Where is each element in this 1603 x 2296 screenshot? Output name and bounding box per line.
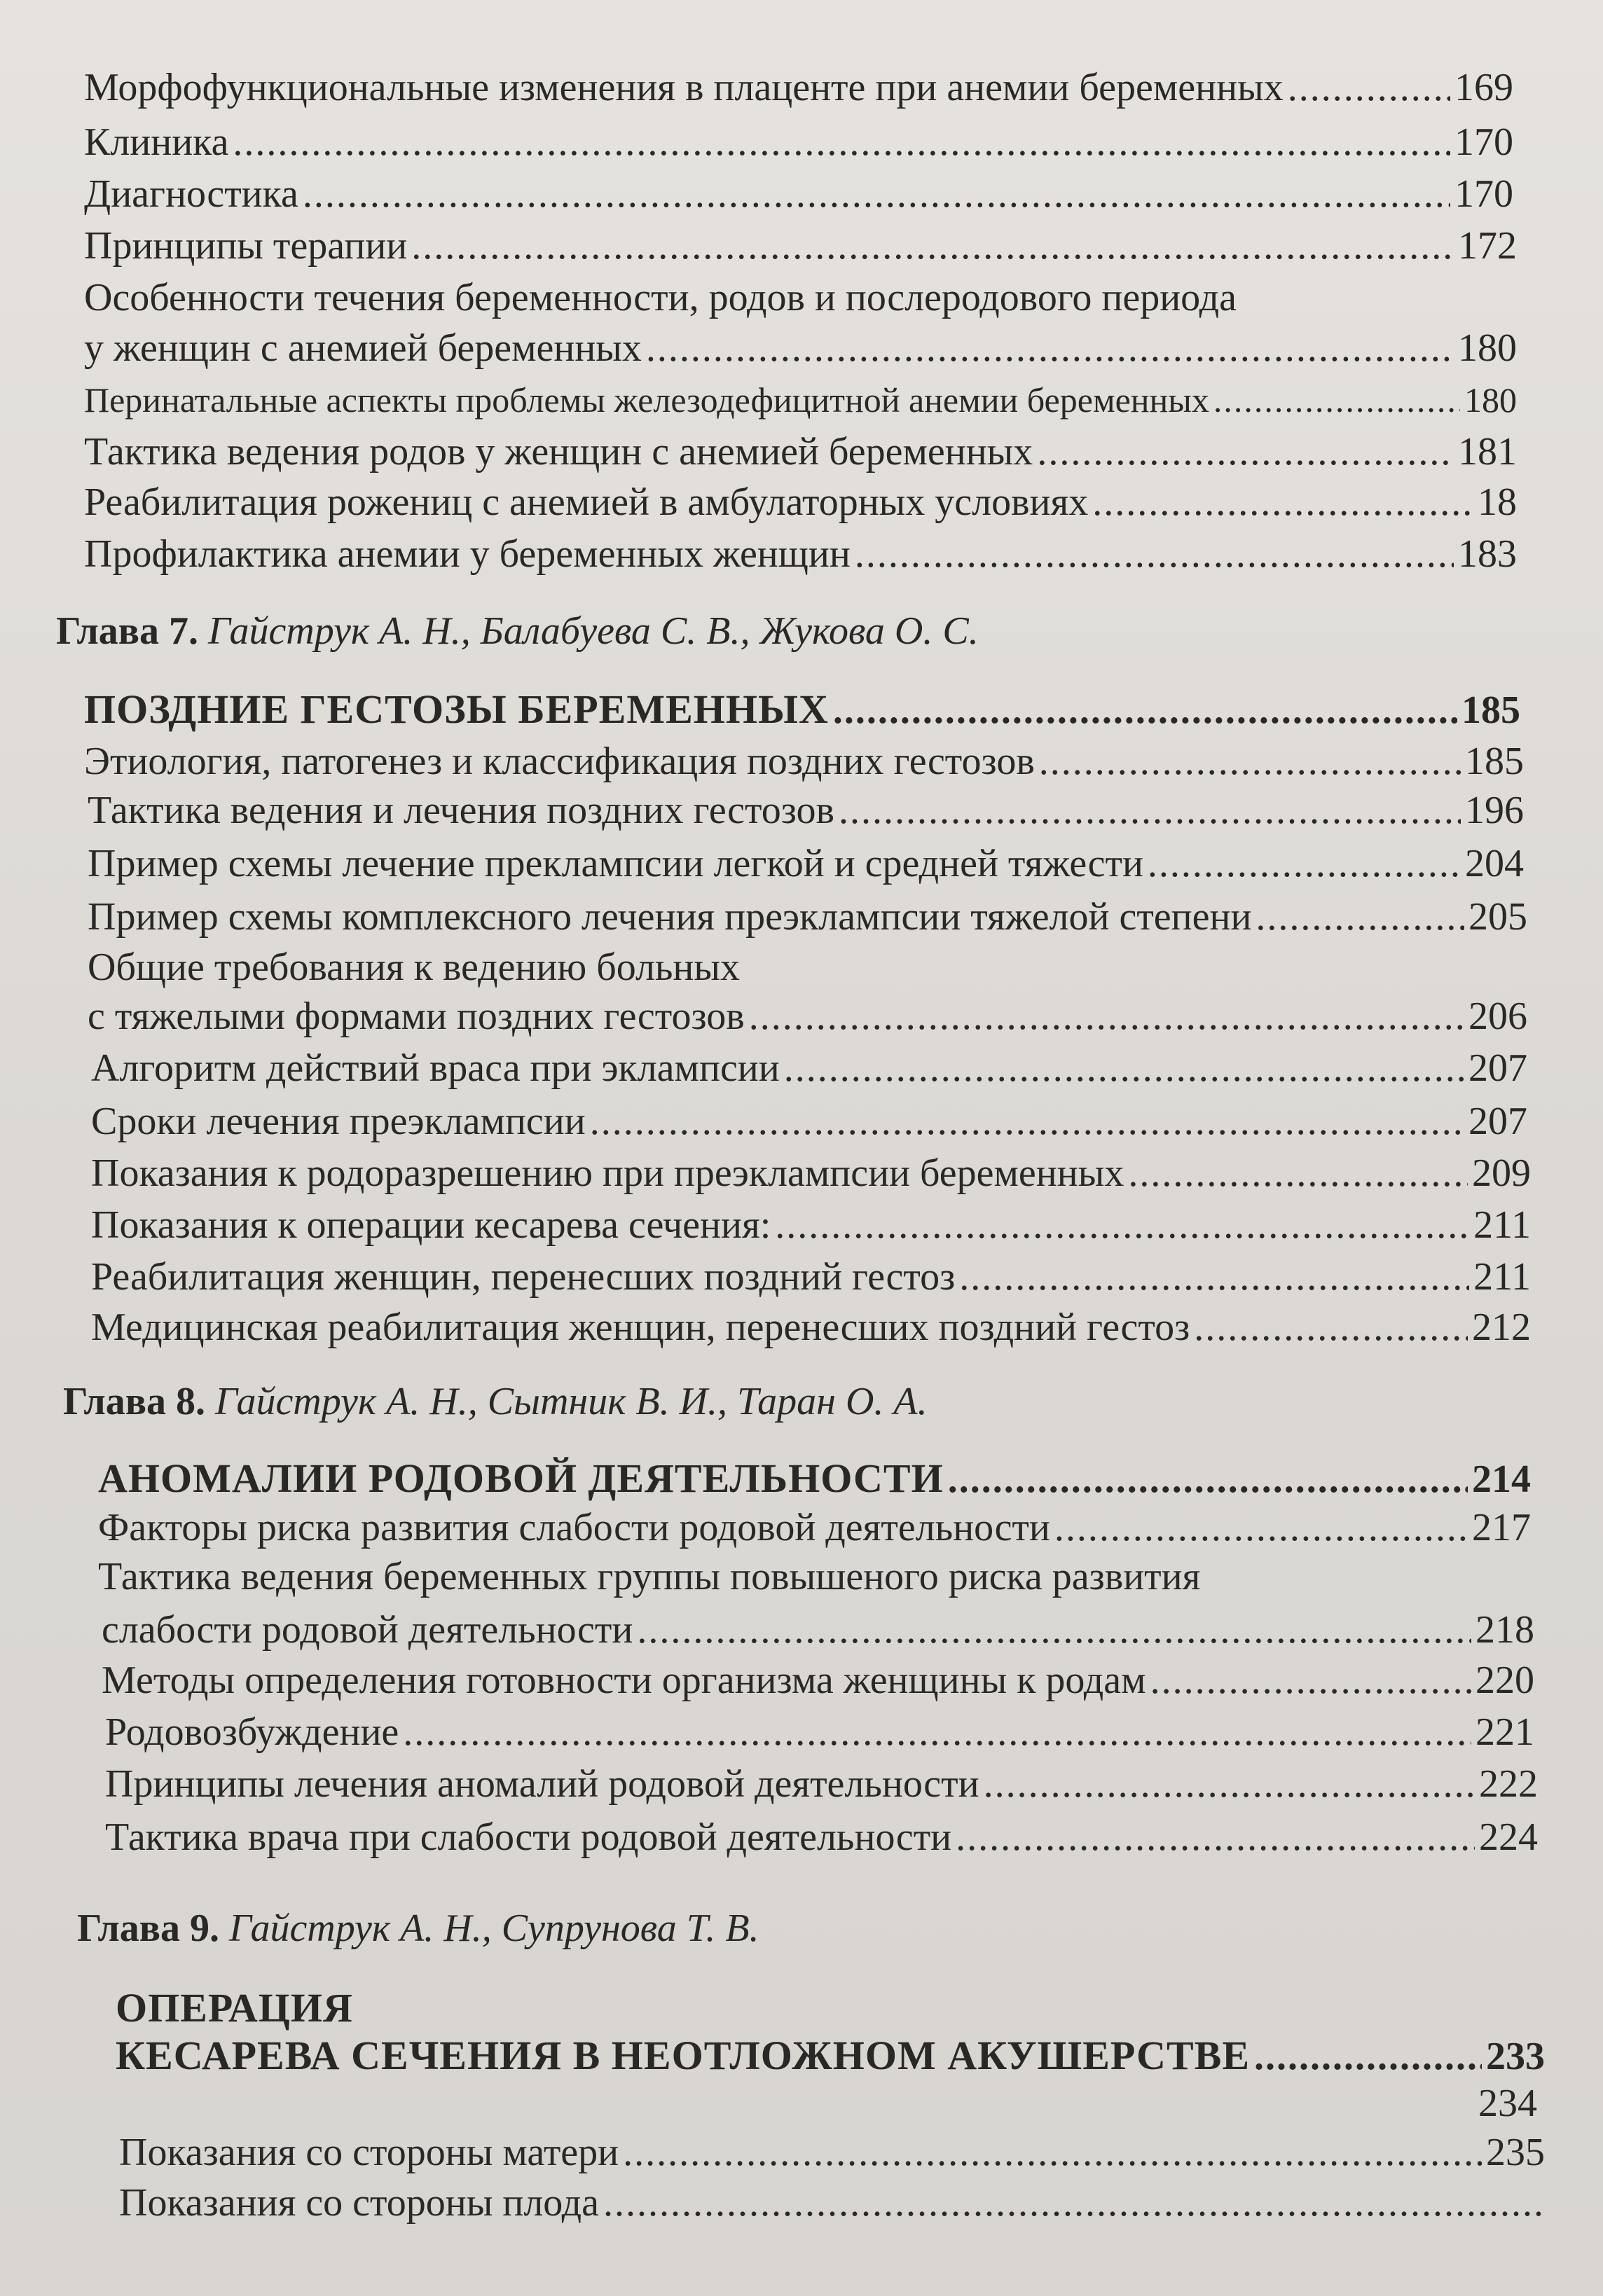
toc-entry-page: 183 <box>1458 532 1517 576</box>
toc-entry-page: 204 <box>1465 842 1524 885</box>
toc-entry-title: Показания со стороны матери <box>119 2131 619 2174</box>
orphan-page-number: 234 <box>1478 2082 1537 2125</box>
leader-dots <box>749 993 1464 1039</box>
toc-entry <box>84 171 1513 217</box>
toc-entry-page: 222 <box>1479 1762 1538 1806</box>
toc-entry-page: 212 <box>1472 1306 1531 1349</box>
chapter-title: ПОЗДНИЕ ГЕСТОЗЫ БЕРЕМЕННЫХ <box>84 686 829 732</box>
toc-entry-title: Сроки лечения преэклампсии <box>91 1100 586 1143</box>
chapter-title: КЕСАРЕВА СЕЧЕНИЯ В НЕОТЛОЖНОМ АКУШЕРСТВЕ <box>116 2033 1250 2078</box>
leader-dots <box>233 119 1450 165</box>
leader-dots <box>623 2129 1482 2176</box>
leader-dots <box>1092 479 1473 525</box>
toc-entry-page: 205 <box>1468 895 1527 939</box>
toc-entry <box>105 1709 1534 1755</box>
toc-entry-title: Принципы терапии <box>84 224 408 268</box>
toc-entry-title-line1: Общие требования к ведению больных <box>88 946 741 989</box>
toc-entry <box>88 841 1524 887</box>
toc-entry-page: 211 <box>1473 1203 1531 1247</box>
toc-entry-title: Реабилитация рожениц с анемией в амбулаторных условиях <box>84 480 1089 524</box>
toc-entry-page: 180 <box>1458 326 1517 370</box>
toc-entry-page: 217 <box>1472 1506 1531 1549</box>
leader-dots <box>590 1098 1464 1144</box>
toc-entry-page: 207 <box>1468 1100 1527 1143</box>
leader-dots <box>956 1814 1475 1860</box>
toc-entry-title: у женщин с анемией беременных <box>84 326 642 370</box>
chapter-page: 233 <box>1486 2035 1545 2078</box>
toc-entry-title: Медицинская реабилитация женщин, перенесших поздний гестоз <box>91 1306 1190 1349</box>
leader-dots <box>1288 64 1450 111</box>
toc-entry-page: 181 <box>1458 430 1517 473</box>
leader-dots <box>403 1709 1471 1755</box>
toc-entry-title: слабости родовой деятельности <box>102 1608 633 1652</box>
toc-entry-page: 185 <box>1465 740 1524 783</box>
chapter-heading <box>116 2033 1545 2080</box>
toc-entry <box>91 1304 1531 1350</box>
toc-entry-page: 224 <box>1479 1816 1538 1859</box>
leader-dots <box>1128 1150 1468 1196</box>
toc-entry-title: Методы определения готовности организма женщины к родам <box>102 1659 1146 1702</box>
chapter-page: 214 <box>1472 1458 1531 1501</box>
toc-entry-page: 206 <box>1468 995 1527 1038</box>
toc-entry <box>88 894 1527 940</box>
toc-entry-title: Реабилитация женщин, перенесших поздний гестоз <box>91 1255 956 1299</box>
leader-dots <box>637 1607 1471 1653</box>
toc-entry-page: 207 <box>1468 1046 1527 1090</box>
toc-entry-page: 196 <box>1465 789 1524 832</box>
leader-dots <box>959 1254 1469 1300</box>
toc-entry-page: 170 <box>1454 172 1513 216</box>
chapter-heading <box>84 686 1520 733</box>
toc-entry-title: Тактика врача при слабости родовой деятельности <box>105 1816 952 1859</box>
leader-dots <box>839 787 1461 834</box>
toc-entry-page: 235 <box>1486 2131 1545 2174</box>
toc-entry-title: Показания со стороны плода <box>119 2181 600 2225</box>
toc-entry-page: 172 <box>1458 224 1517 268</box>
leader-dots <box>1255 894 1464 940</box>
toc-entry-title: Алгоритм действий враса при эклампсии <box>91 1046 780 1090</box>
toc-entry-page: 220 <box>1475 1659 1534 1702</box>
toc-entry <box>84 429 1517 475</box>
toc-entry-title: Этиология, патогенез и классификация поздних гестозов <box>84 740 1035 783</box>
chapter-title: АНОМАЛИИ РОДОВОЙ ДЕЯТЕЛЬНОСТИ <box>98 1455 944 1501</box>
toc-entry-page: 221 <box>1475 1710 1534 1754</box>
toc-entry <box>91 1045 1527 1091</box>
toc-entry-title: Пример схемы лечение преклампсии легкой и средней тяжести <box>88 842 1143 885</box>
toc-entry-title-line1: Особенности течения беременности, родов и послеродового периода <box>84 276 1237 319</box>
leader-dots <box>303 171 1450 217</box>
chapter-label: Глава 8. <box>63 1380 205 1423</box>
leader-dots <box>1037 429 1454 475</box>
leader-dots <box>603 2180 1541 2226</box>
leader-dots <box>1148 841 1461 887</box>
toc-entry <box>91 1098 1527 1144</box>
leader-dots <box>784 1045 1464 1091</box>
toc-entry <box>84 479 1517 525</box>
chapter-byline <box>63 1378 928 1425</box>
leader-dots <box>1054 1505 1468 1551</box>
chapter-label: Глава 7. <box>56 609 198 653</box>
chapter-title-line1: ОПЕРАЦИЯ <box>116 1985 353 2031</box>
toc-entry <box>91 1150 1531 1196</box>
toc-entry <box>119 2180 1545 2226</box>
chapter-authors: Гайструк А. Н., Супрунова Т. В. <box>228 1907 759 1950</box>
toc-entry <box>84 377 1517 423</box>
leader-dots <box>1194 1304 1468 1350</box>
toc-entry <box>84 738 1524 784</box>
toc-entry-title: Показания к родоразрешению при преэклампсии беременных <box>91 1152 1124 1195</box>
toc-entry <box>119 2129 1545 2176</box>
leader-dots <box>833 687 1457 733</box>
toc-entry-title: Принципы лечения аномалий родовой деятельности <box>105 1762 979 1806</box>
toc-entry <box>84 325 1517 371</box>
chapter-page: 185 <box>1461 689 1520 732</box>
toc-entry-title: Факторы риска развития слабости родовой деятельности <box>98 1506 1050 1549</box>
toc-entry <box>84 223 1517 269</box>
leader-dots <box>1213 377 1460 423</box>
toc-entry-title: Показания к операции кесарева сечения: <box>91 1203 771 1247</box>
toc-entry <box>84 531 1517 577</box>
toc-entry-title: Профилактика анемии у беременных женщин <box>84 532 851 576</box>
toc-entry-title: Тактика ведения и лечения поздних гестозов <box>88 789 834 832</box>
toc-entry-page: 211 <box>1473 1255 1531 1299</box>
toc-entry-page: 170 <box>1454 120 1513 164</box>
toc-entry <box>84 64 1513 111</box>
toc-entry <box>105 1761 1538 1807</box>
toc-entry-page: 18 <box>1478 480 1517 524</box>
toc-entry-title: Перинатальные аспекты проблемы железодефицитной анемии беременных <box>84 380 1209 420</box>
toc-entry-title-line1: Тактика ведения беременных группы повышеного риска развития <box>98 1555 1201 1598</box>
toc-entry-page: 169 <box>1454 66 1513 109</box>
toc-entry-title: Клиника <box>84 120 229 164</box>
chapter-label: Глава 9. <box>77 1907 219 1950</box>
leader-dots <box>775 1202 1469 1248</box>
chapter-authors: Гайструк А. Н., Балабуева С. В., Жукова О. С. <box>207 609 979 653</box>
leader-dots <box>1150 1657 1471 1703</box>
leader-dots <box>1254 2033 1482 2080</box>
toc-entry <box>91 1254 1531 1300</box>
leader-dots <box>411 223 1454 269</box>
leader-dots <box>1039 738 1461 784</box>
leader-dots <box>984 1761 1475 1807</box>
toc-entry <box>102 1607 1534 1653</box>
leader-dots <box>948 1456 1468 1502</box>
toc-entry-title: Пример схемы комплексного лечения преэклампсии тяжелой степени <box>88 895 1252 939</box>
toc-entry-title: Морфофункциональные изменения в плаценте при анемии беременных <box>84 66 1284 109</box>
toc-entry-page: 180 <box>1464 380 1517 420</box>
toc-entry-title: Родовозбуждение <box>105 1710 399 1754</box>
toc-entry <box>88 787 1524 834</box>
toc-entry-title: с тяжелыми формами поздних гестозов <box>88 995 745 1038</box>
toc-entry <box>102 1657 1534 1703</box>
toc-entry <box>88 993 1527 1039</box>
chapter-byline <box>56 608 979 654</box>
chapter-heading <box>98 1455 1531 1502</box>
toc-entry-page: 218 <box>1475 1608 1534 1652</box>
toc-entry <box>91 1202 1531 1248</box>
toc-entry-title: Тактика ведения родов у женщин с анемией беременных <box>84 430 1033 473</box>
toc-entry-page: 209 <box>1472 1152 1531 1195</box>
chapter-authors: Гайструк А. Н., Сытник В. И., Таран О. А. <box>214 1380 928 1423</box>
leader-dots <box>646 325 1454 371</box>
leader-dots <box>855 531 1454 577</box>
toc-entry-title: Диагностика <box>84 172 298 216</box>
chapter-byline <box>77 1905 759 1951</box>
toc-entry <box>84 119 1513 165</box>
toc-entry <box>98 1505 1531 1551</box>
toc-entry <box>105 1814 1538 1860</box>
